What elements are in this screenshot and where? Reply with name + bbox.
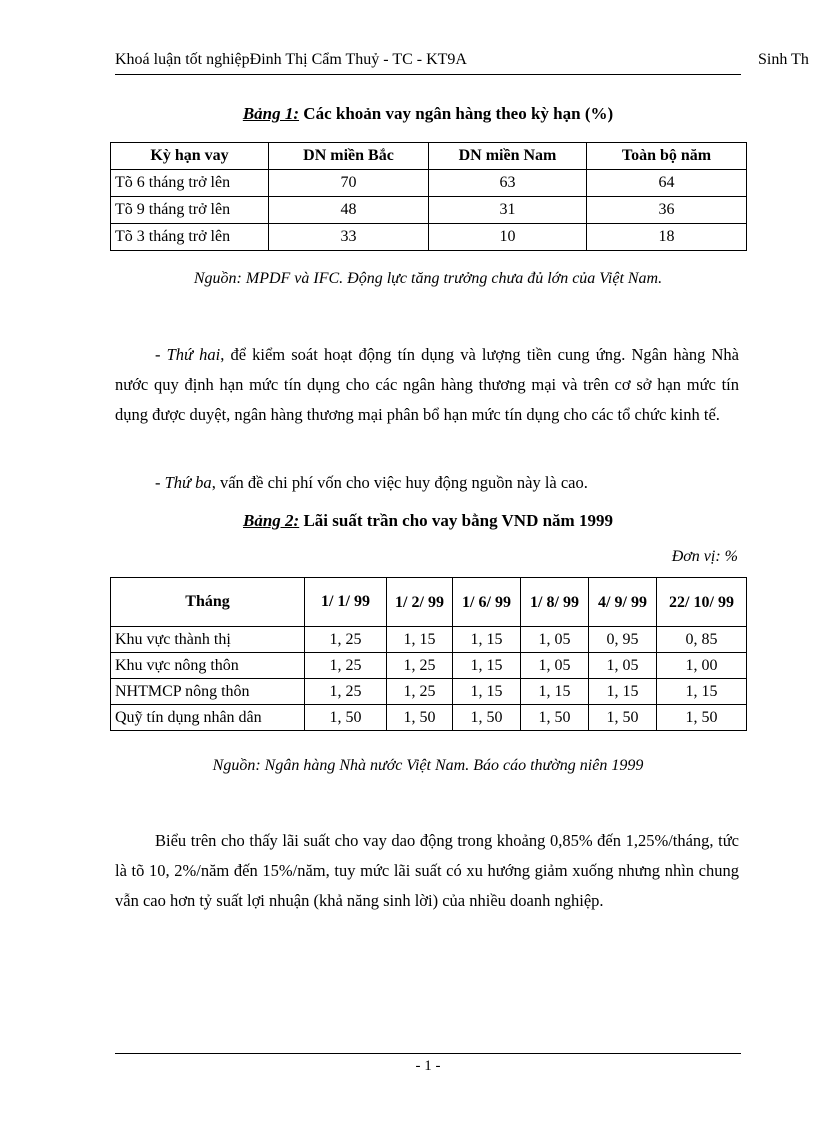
table1-caption-text: Các khoản vay ngân hàng theo kỳ hạn (%) — [299, 104, 614, 123]
table1 — [110, 142, 747, 251]
table1-cell: 10 — [429, 224, 587, 251]
table2-cell: NHTMCP nông thôn — [111, 679, 305, 705]
table1-cell: 64 — [587, 170, 747, 197]
table2-caption-text: Lãi suất trần cho vay bằng VND năm 1999 — [299, 511, 613, 530]
table2-cell: 1, 25 — [305, 679, 387, 705]
table2-cell: 1, 50 — [387, 705, 453, 731]
table2-cell: 1, 00 — [657, 653, 747, 679]
paragraph-lead: - — [155, 473, 165, 492]
table1-source: Nguồn: MPDF và IFC. Động lực tăng trưởng chưa đủ lớn của Việt Nam. — [193, 270, 663, 287]
table2-cell: Khu vực thành thị — [111, 627, 305, 653]
table2-source: Nguồn: Ngân hàng Nhà nước Việt Nam. Báo cáo thường niên 1999 — [212, 757, 644, 774]
table2-cell: 1, 50 — [657, 705, 747, 731]
table2-cell: 0, 85 — [657, 627, 747, 653]
table2-cell: 1, 15 — [453, 627, 521, 653]
paragraph-thu-hai — [115, 340, 739, 430]
table1-cell: 33 — [269, 224, 429, 251]
table2-cell: Khu vực nông thôn — [111, 653, 305, 679]
table1-header-cell: DN miền Bắc — [269, 143, 429, 170]
page-header: Khoá luận tốt nghiệpĐinh Thị Cẩm Thuỷ - TC - KT9A — [115, 50, 741, 75]
table2-caption-label: Bảng 2: — [243, 511, 300, 530]
table2-unit: Đơn vị: % — [671, 548, 738, 565]
table1-header-cell: Toàn bộ năm — [587, 143, 747, 170]
table2-header-cell: 1/ 6/ 99 — [453, 578, 521, 627]
table1-caption — [110, 103, 746, 125]
table1-cell: Tõ 3 tháng trở lên — [111, 224, 269, 251]
table1-cell: 70 — [269, 170, 429, 197]
table2-cell: 1, 05 — [521, 627, 589, 653]
table1-row — [111, 224, 747, 251]
table1-caption-label: Bảng 1: — [242, 104, 300, 123]
table2-cell: 1, 15 — [657, 679, 747, 705]
table2-cell: 1, 15 — [589, 679, 657, 705]
table2-cell: 1, 25 — [387, 679, 453, 705]
table2-cell: 0, 95 — [589, 627, 657, 653]
table1-header-row — [111, 143, 747, 170]
table1-cell: Tõ 6 tháng trở lên — [111, 170, 269, 197]
table2-header-cell: Tháng — [111, 578, 305, 627]
table2-header-row — [111, 578, 747, 627]
table2-cell: 1, 05 — [521, 653, 589, 679]
paragraph-conclusion: Biểu trên cho thấy lãi suất cho vay dao động trong khoảng 0,85% đến 1,25%/tháng, tức là tõ 10, 2%/năm đến 15%/năm, tuy mức lãi suất có xu hướng giảm xuống nhưng nhìn chung vẫn cao hơn tỷ suất lợi nhuận (khả năng sinh lời) của nhiều doanh nghiệp. — [115, 831, 739, 910]
table1-row — [111, 197, 747, 224]
table2-row — [111, 653, 747, 679]
table2-cell: 1, 50 — [305, 705, 387, 731]
table2-cell: 1, 15 — [453, 653, 521, 679]
table2 — [110, 577, 747, 731]
footer-divider — [115, 1053, 741, 1054]
table2-row — [111, 679, 747, 705]
table1-cell: 48 — [269, 197, 429, 224]
table2-cell: 1, 15 — [387, 627, 453, 653]
table2-cell: 1, 50 — [521, 705, 589, 731]
table2-header-cell: 1/ 2/ 99 — [387, 578, 453, 627]
table2-cell: 1, 50 — [453, 705, 521, 731]
table2-cell: 1, 15 — [521, 679, 589, 705]
table2-cell: 1, 05 — [589, 653, 657, 679]
paragraph-text: , vấn đề chi phí vốn cho việc huy động nguồn này là cao. — [211, 473, 588, 492]
table1-row — [111, 170, 747, 197]
table2-row — [111, 705, 747, 731]
table1-cell: 18 — [587, 224, 747, 251]
table2-cell: Quỹ tín dụng nhân dân — [111, 705, 305, 731]
table2-header-cell: 22/ 10/ 99 — [657, 578, 747, 627]
table2-cell: 1, 50 — [589, 705, 657, 731]
table1-cell: 63 — [429, 170, 587, 197]
table1-header-cell: DN miền Nam — [429, 143, 587, 170]
page-header-right: Sinh Th — [758, 51, 809, 68]
table1-cell: 31 — [429, 197, 587, 224]
table1-header-cell: Kỳ hạn vay — [111, 143, 269, 170]
page-number: - 1 - — [415, 1058, 441, 1074]
paragraph-emphasis: Thứ hai — [166, 345, 221, 364]
table2-cell: 1, 25 — [305, 653, 387, 679]
paragraph-emphasis: Thứ ba — [164, 473, 212, 492]
table2-header-cell: 1/ 1/ 99 — [305, 578, 387, 627]
table1-cell: Tõ 9 tháng trở lên — [111, 197, 269, 224]
table2-row — [111, 627, 747, 653]
table2-header-cell: 4/ 9/ 99 — [589, 578, 657, 627]
table1-cell: 36 — [587, 197, 747, 224]
table2-cell: 1, 25 — [387, 653, 453, 679]
paragraph-thu-ba — [115, 468, 739, 498]
paragraph-text: , để kiểm soát hoạt động tín dụng và lượng tiền cung ứng. Ngân hàng Nhà nước quy định hạn mức tín dụng cho các ngân hàng thương mại và trên cơ sở hạn mức tín dụng được duyệt, ngân hàng thương mại phân bổ hạn mức tín dụng cho các tổ chức kinh tế. — [115, 345, 739, 424]
table2-cell: 1, 25 — [305, 627, 387, 653]
table2-caption — [110, 510, 746, 532]
paragraph-lead: - — [155, 345, 167, 364]
table2-header-cell: 1/ 8/ 99 — [521, 578, 589, 627]
table2-cell: 1, 15 — [453, 679, 521, 705]
